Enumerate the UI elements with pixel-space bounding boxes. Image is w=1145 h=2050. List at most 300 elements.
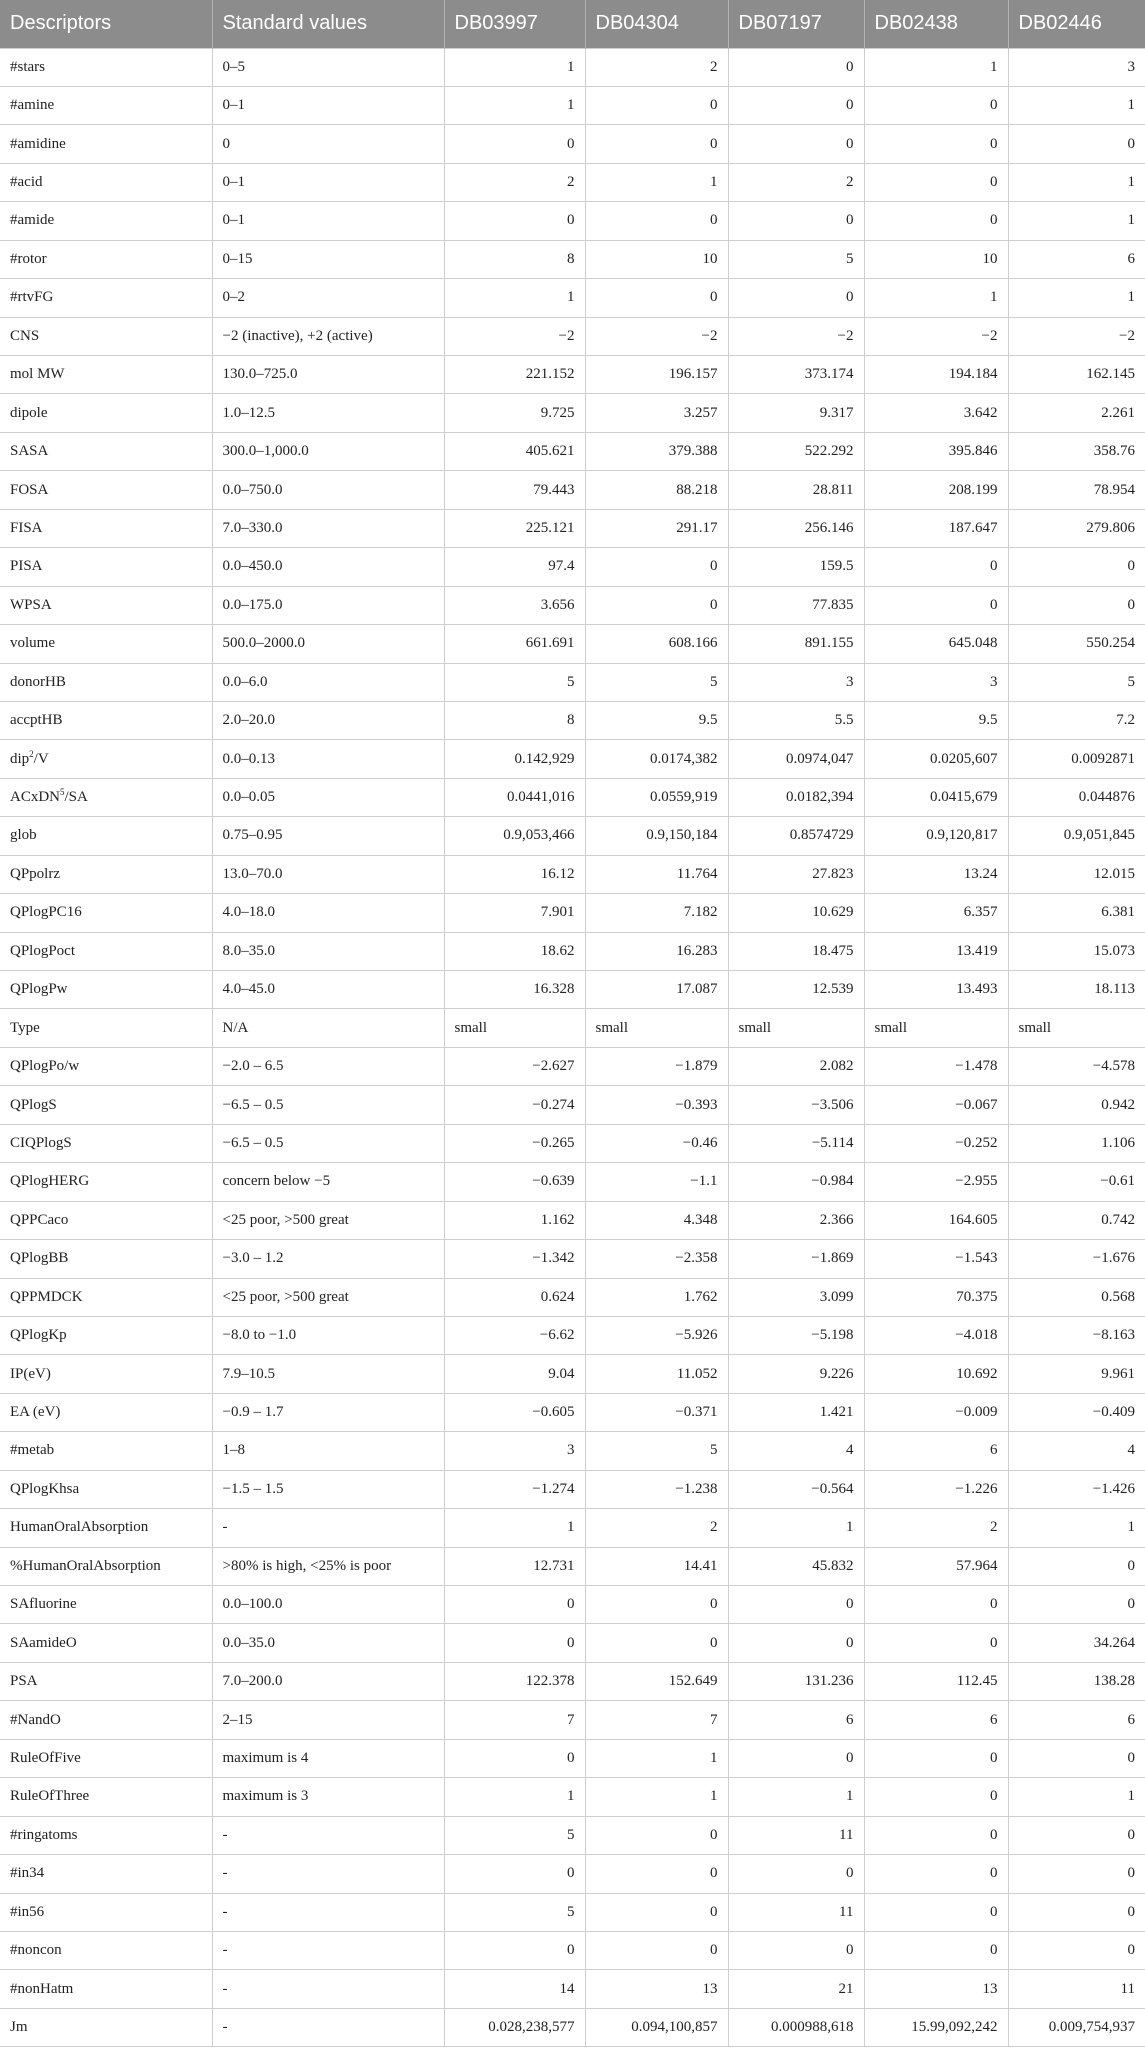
standard-value: −6.5 – 0.5 <box>212 1086 444 1124</box>
standard-value: 300.0–1,000.0 <box>212 432 444 470</box>
table-row <box>0 586 1145 624</box>
compound-value: 1 <box>585 1739 728 1777</box>
standard-value: >80% is high, <25% is poor <box>212 1547 444 1585</box>
compound-value: 379.388 <box>585 432 728 470</box>
descriptor-label: QPlogKp <box>10 1327 67 1344</box>
descriptor-name <box>0 1816 212 1854</box>
compound-value: 225.121 <box>444 509 585 547</box>
compound-value: −1.879 <box>585 1047 728 1085</box>
compound-value: 1 <box>1008 86 1145 124</box>
compound-value: 0.0205,607 <box>864 740 1008 778</box>
descriptor-label: FISA <box>10 519 43 536</box>
compound-value: 0.9,120,817 <box>864 817 1008 855</box>
compound-value: 78.954 <box>1008 471 1145 509</box>
compound-value: −8.163 <box>1008 1316 1145 1354</box>
compound-value: −2 <box>444 317 585 355</box>
compound-value: 3.642 <box>864 394 1008 432</box>
table-row <box>0 817 1145 855</box>
descriptor-name <box>0 1201 212 1239</box>
descriptor-label: RuleOfFive <box>10 1749 81 1766</box>
descriptor-name <box>0 1240 212 1278</box>
descriptor-label: mol MW <box>10 366 65 383</box>
descriptor-name <box>0 1355 212 1393</box>
standard-value: - <box>212 1816 444 1854</box>
descriptor-label: FOSA <box>10 481 49 498</box>
compound-value: 11.764 <box>585 855 728 893</box>
header-db02446: DB02446 <box>1008 0 1145 48</box>
descriptor-name <box>0 663 212 701</box>
compound-value: 15.073 <box>1008 932 1145 970</box>
compound-value: −0.564 <box>728 1470 864 1508</box>
compound-value: 57.964 <box>864 1547 1008 1585</box>
descriptor-name <box>0 586 212 624</box>
standard-value: −8.0 to −1.0 <box>212 1316 444 1354</box>
compound-value: 1.106 <box>1008 1124 1145 1162</box>
compound-value: 9.226 <box>728 1355 864 1393</box>
compound-value: 1 <box>585 163 728 201</box>
table-row <box>0 240 1145 278</box>
compound-value: small <box>864 1009 1008 1047</box>
descriptor-label: QPlogPw <box>10 981 68 998</box>
compound-value: 358.76 <box>1008 432 1145 470</box>
table-row <box>0 1278 1145 1316</box>
standard-value: - <box>212 1893 444 1931</box>
compound-value: 10 <box>585 240 728 278</box>
descriptor-name <box>0 1086 212 1124</box>
compound-value: 28.811 <box>728 471 864 509</box>
descriptor-label: QPlogPC16 <box>10 904 82 921</box>
standard-value: maximum is 3 <box>212 1778 444 1816</box>
compound-value: 0 <box>1008 1739 1145 1777</box>
compound-value: 9.317 <box>728 394 864 432</box>
compound-value: 0 <box>585 1624 728 1662</box>
descriptor-label: #in56 <box>10 1903 45 1920</box>
descriptor-label: SASA <box>10 443 49 460</box>
standard-value: - <box>212 1931 444 1969</box>
compound-value: 0 <box>444 1931 585 1969</box>
compound-value: −1.676 <box>1008 1240 1145 1278</box>
descriptor-name <box>0 125 212 163</box>
table-row <box>0 1662 1145 1700</box>
compound-value: 17.087 <box>585 971 728 1009</box>
compound-value: 291.17 <box>585 509 728 547</box>
compound-value: 0.8574729 <box>728 817 864 855</box>
compound-value: 0.742 <box>1008 1201 1145 1239</box>
descriptor-label: CNS <box>10 327 40 344</box>
compound-value: 0.624 <box>444 1278 585 1316</box>
compound-value: 162.145 <box>1008 356 1145 394</box>
descriptor-name <box>0 932 212 970</box>
standard-value: 4.0–45.0 <box>212 971 444 1009</box>
compound-value: 79.443 <box>444 471 585 509</box>
table-row <box>0 317 1145 355</box>
compound-value: 2 <box>728 163 864 201</box>
descriptor-name <box>0 1739 212 1777</box>
descriptor-name <box>0 394 212 432</box>
compound-value: −3.506 <box>728 1086 864 1124</box>
header-standard-values: Standard values <box>212 0 444 48</box>
compound-value: −0.371 <box>585 1393 728 1431</box>
compound-value: 0 <box>728 86 864 124</box>
compound-value: 7.2 <box>1008 701 1145 739</box>
compound-value: 5.5 <box>728 701 864 739</box>
descriptor-name <box>0 240 212 278</box>
descriptor-suffix: /V <box>33 750 49 767</box>
descriptor-label: QPpolrz <box>10 865 60 882</box>
compound-value: 2.082 <box>728 1047 864 1085</box>
standard-value: 1–8 <box>212 1432 444 1470</box>
compound-value: 5 <box>585 1432 728 1470</box>
compound-value: −0.409 <box>1008 1393 1145 1431</box>
compound-value: −2 <box>585 317 728 355</box>
compound-value: 187.647 <box>864 509 1008 547</box>
compound-value: 0 <box>864 1931 1008 1969</box>
standard-value: N/A <box>212 1009 444 1047</box>
standard-value: <25 poor, >500 great <box>212 1278 444 1316</box>
compound-value: 0.0092871 <box>1008 740 1145 778</box>
compound-value: 0.000988,618 <box>728 2008 864 2046</box>
compound-value: 11 <box>728 1893 864 1931</box>
descriptor-name <box>0 1393 212 1431</box>
compound-value: −0.639 <box>444 1163 585 1201</box>
descriptor-name <box>0 1970 212 2008</box>
standard-value: 7.9–10.5 <box>212 1355 444 1393</box>
compound-value: 0 <box>585 202 728 240</box>
standard-value: −3.0 – 1.2 <box>212 1240 444 1278</box>
descriptor-label: accptHB <box>10 712 63 729</box>
standard-value: 0.0–6.0 <box>212 663 444 701</box>
descriptor-name <box>0 1509 212 1547</box>
standard-value: 7.0–330.0 <box>212 509 444 547</box>
descriptor-name <box>0 1124 212 1162</box>
standard-value: 500.0–2000.0 <box>212 625 444 663</box>
standard-value: 130.0–725.0 <box>212 356 444 394</box>
compound-value: 891.155 <box>728 625 864 663</box>
compound-value: 1 <box>728 1778 864 1816</box>
table-header-row <box>0 0 1145 48</box>
compound-value: 608.166 <box>585 625 728 663</box>
compound-value: 70.375 <box>864 1278 1008 1316</box>
compound-value: 194.184 <box>864 356 1008 394</box>
table-row <box>0 1931 1145 1969</box>
compound-value: 13.24 <box>864 855 1008 893</box>
compound-value: small <box>1008 1009 1145 1047</box>
compound-value: 159.5 <box>728 548 864 586</box>
table-row <box>0 1355 1145 1393</box>
standard-value: 1.0–12.5 <box>212 394 444 432</box>
descriptor-name <box>0 1586 212 1624</box>
table-row <box>0 1816 1145 1854</box>
table-row <box>0 701 1145 739</box>
compound-value: −1.1 <box>585 1163 728 1201</box>
compound-value: 0 <box>728 1855 864 1893</box>
compound-value: 0 <box>1008 1855 1145 1893</box>
table-row <box>0 625 1145 663</box>
descriptor-label: IP(eV) <box>10 1365 51 1382</box>
compound-value: −2.358 <box>585 1240 728 1278</box>
compound-value: 0 <box>444 1855 585 1893</box>
compound-value: −4.578 <box>1008 1047 1145 1085</box>
descriptor-name <box>0 1432 212 1470</box>
compound-value: 0 <box>728 125 864 163</box>
compound-value: 0.568 <box>1008 1278 1145 1316</box>
descriptor-label: %HumanOralAbsorption <box>10 1557 161 1574</box>
descriptor-label: volume <box>10 635 55 652</box>
descriptor-label: #in34 <box>10 1865 45 1882</box>
compound-value: 18.475 <box>728 932 864 970</box>
compound-value: −2.955 <box>864 1163 1008 1201</box>
compound-value: small <box>585 1009 728 1047</box>
compound-value: −6.62 <box>444 1316 585 1354</box>
descriptor-label: QPlogKhsa <box>10 1480 80 1497</box>
compound-value: 0 <box>864 1778 1008 1816</box>
compound-value: 0 <box>864 163 1008 201</box>
header-db04304: DB04304 <box>585 0 728 48</box>
table-row <box>0 1701 1145 1739</box>
compound-value: 0.9,053,466 <box>444 817 585 855</box>
table-row <box>0 1509 1145 1547</box>
compound-value: 0.0182,394 <box>728 778 864 816</box>
compound-value: 0.028,238,577 <box>444 2008 585 2046</box>
standard-value: 13.0–70.0 <box>212 855 444 893</box>
table-row <box>0 48 1145 86</box>
descriptor-label: #acid <box>10 174 43 191</box>
compound-value: 4 <box>1008 1432 1145 1470</box>
compound-value: 645.048 <box>864 625 1008 663</box>
descriptor-label: PISA <box>10 558 43 575</box>
compound-value: 10.692 <box>864 1355 1008 1393</box>
compound-value: 9.725 <box>444 394 585 432</box>
compound-value: 405.621 <box>444 432 585 470</box>
compound-value: 0 <box>1008 1816 1145 1854</box>
compound-value: −5.926 <box>585 1316 728 1354</box>
descriptor-name <box>0 548 212 586</box>
compound-value: 16.328 <box>444 971 585 1009</box>
compound-value: 1.162 <box>444 1201 585 1239</box>
compound-value: 5 <box>444 1893 585 1931</box>
compound-value: 279.806 <box>1008 509 1145 547</box>
compound-value: −1.274 <box>444 1470 585 1508</box>
table-row <box>0 1393 1145 1431</box>
table-row <box>0 394 1145 432</box>
descriptor-label: HumanOralAbsorption <box>10 1519 149 1536</box>
compound-value: 1 <box>864 279 1008 317</box>
compound-value: 0 <box>585 1893 728 1931</box>
standard-value: 0–5 <box>212 48 444 86</box>
standard-value: 0.0–750.0 <box>212 471 444 509</box>
compound-value: −1.238 <box>585 1470 728 1508</box>
compound-value: 0 <box>864 1816 1008 1854</box>
descriptor-label: QPlogPo/w <box>10 1058 80 1075</box>
compound-value: 6 <box>1008 1701 1145 1739</box>
compound-value: −2 <box>1008 317 1145 355</box>
standard-value: 0–1 <box>212 202 444 240</box>
descriptor-name <box>0 279 212 317</box>
compound-value: 138.28 <box>1008 1662 1145 1700</box>
table-row <box>0 855 1145 893</box>
standard-value: 2–15 <box>212 1701 444 1739</box>
descriptor-name <box>0 1701 212 1739</box>
compound-value: −2.627 <box>444 1047 585 1085</box>
compound-value: 5 <box>444 1816 585 1854</box>
compound-value: 0 <box>864 1893 1008 1931</box>
compound-value: 112.45 <box>864 1662 1008 1700</box>
compound-value: 6.357 <box>864 894 1008 932</box>
table-body <box>0 48 1145 2047</box>
compound-value: 7.182 <box>585 894 728 932</box>
standard-value: 0.75–0.95 <box>212 817 444 855</box>
descriptor-label: SAfluorine <box>10 1596 77 1613</box>
compound-value: 45.832 <box>728 1547 864 1585</box>
descriptor-name <box>0 1163 212 1201</box>
compound-value: 6.381 <box>1008 894 1145 932</box>
standard-value: −2 (inactive), +2 (active) <box>212 317 444 355</box>
compound-value: 6 <box>864 1432 1008 1470</box>
descriptor-name <box>0 1009 212 1047</box>
descriptor-name <box>0 432 212 470</box>
compound-value: −5.198 <box>728 1316 864 1354</box>
compound-value: 27.823 <box>728 855 864 893</box>
descriptor-label: #amine <box>10 97 55 114</box>
descriptor-label: #ringatoms <box>10 1826 78 1843</box>
compound-value: 0 <box>585 125 728 163</box>
compound-value: 4.348 <box>585 1201 728 1239</box>
table-row <box>0 1624 1145 1662</box>
compound-value: −0.393 <box>585 1086 728 1124</box>
descriptor-label: QPPCaco <box>10 1211 69 1228</box>
descriptor-label: PSA <box>10 1673 38 1690</box>
standard-value: −2.0 – 6.5 <box>212 1047 444 1085</box>
descriptor-name <box>0 1470 212 1508</box>
standard-value: 0.0–100.0 <box>212 1586 444 1624</box>
compound-value: 2 <box>585 1509 728 1547</box>
table-row <box>0 1547 1145 1585</box>
compound-value: 0 <box>864 1586 1008 1624</box>
descriptor-label: QPPMDCK <box>10 1288 83 1305</box>
standard-value: 0–1 <box>212 86 444 124</box>
descriptor-name <box>0 1047 212 1085</box>
compound-value: 373.174 <box>728 356 864 394</box>
compound-value: 0 <box>728 279 864 317</box>
compound-value: 0.0974,047 <box>728 740 864 778</box>
descriptor-name <box>0 48 212 86</box>
compound-value: 9.04 <box>444 1355 585 1393</box>
descriptor-name <box>0 86 212 124</box>
compound-value: small <box>444 1009 585 1047</box>
compound-value: small <box>728 1009 864 1047</box>
compound-value: 8 <box>444 701 585 739</box>
compound-value: 0 <box>585 548 728 586</box>
table-row <box>0 1432 1145 1470</box>
descriptor-name <box>0 1278 212 1316</box>
standard-value: 0.0–175.0 <box>212 586 444 624</box>
compound-value: 0 <box>1008 1931 1145 1969</box>
compound-value: 0.0559,919 <box>585 778 728 816</box>
table-row <box>0 971 1145 1009</box>
compound-value: 0 <box>585 1816 728 1854</box>
standard-value: 0.0–0.13 <box>212 740 444 778</box>
compound-value: 5 <box>444 663 585 701</box>
compound-value: 21 <box>728 1970 864 2008</box>
descriptor-label: #amide <box>10 212 55 229</box>
compound-value: 13 <box>585 1970 728 2008</box>
compound-value: 6 <box>1008 240 1145 278</box>
table-row <box>0 163 1145 201</box>
compound-value: −1.426 <box>1008 1470 1145 1508</box>
compound-value: −0.252 <box>864 1124 1008 1162</box>
compound-value: 0 <box>585 1855 728 1893</box>
compound-value: 164.605 <box>864 1201 1008 1239</box>
compound-value: 12.539 <box>728 971 864 1009</box>
compound-value: 5 <box>728 240 864 278</box>
standard-value: 0.0–35.0 <box>212 1624 444 1662</box>
table-row <box>0 740 1145 778</box>
compound-value: 0 <box>585 586 728 624</box>
descriptor-name <box>0 1662 212 1700</box>
descriptor-name <box>0 356 212 394</box>
compound-value: −1.478 <box>864 1047 1008 1085</box>
descriptor-label: RuleOfThree <box>10 1788 90 1805</box>
descriptor-label: #stars <box>10 58 45 75</box>
compound-value: 6 <box>864 1701 1008 1739</box>
compound-value: 34.264 <box>1008 1624 1145 1662</box>
compound-value: 0 <box>585 279 728 317</box>
table-row <box>0 932 1145 970</box>
compound-value: 3.099 <box>728 1278 864 1316</box>
compound-value: 0 <box>444 1624 585 1662</box>
compound-value: 0 <box>728 1586 864 1624</box>
table-row <box>0 86 1145 124</box>
compound-value: 522.292 <box>728 432 864 470</box>
descriptor-label: #nonHatm <box>10 1980 74 1997</box>
compound-value: 661.691 <box>444 625 585 663</box>
compound-value: 0.942 <box>1008 1086 1145 1124</box>
standard-value: concern below −5 <box>212 1163 444 1201</box>
compound-value: 0 <box>444 1739 585 1777</box>
table-row <box>0 471 1145 509</box>
descriptor-name <box>0 855 212 893</box>
descriptor-label: #rtvFG <box>10 289 54 306</box>
table-row <box>0 1124 1145 1162</box>
compound-value: 97.4 <box>444 548 585 586</box>
compound-value: 152.649 <box>585 1662 728 1700</box>
compound-value: 0 <box>864 1624 1008 1662</box>
compound-value: 5 <box>1008 663 1145 701</box>
standard-value: 0.0–450.0 <box>212 548 444 586</box>
compound-value: −2 <box>728 317 864 355</box>
standard-value: - <box>212 2008 444 2046</box>
standard-value: maximum is 4 <box>212 1739 444 1777</box>
table-row <box>0 2008 1145 2046</box>
table-row <box>0 279 1145 317</box>
descriptor-label: #amidine <box>10 135 66 152</box>
compound-value: 0 <box>864 548 1008 586</box>
descriptor-label: SAamideO <box>10 1634 77 1651</box>
descriptor-name <box>0 509 212 547</box>
compound-value: 7 <box>585 1701 728 1739</box>
compound-value: −0.605 <box>444 1393 585 1431</box>
standard-value: −6.5 – 0.5 <box>212 1124 444 1162</box>
standard-value: 8.0–35.0 <box>212 932 444 970</box>
descriptor-name <box>0 317 212 355</box>
compound-value: 395.846 <box>864 432 1008 470</box>
standard-value: 0.0–0.05 <box>212 778 444 816</box>
compound-value: 0.0415,679 <box>864 778 1008 816</box>
descriptor-name <box>0 202 212 240</box>
table-row <box>0 1778 1145 1816</box>
compound-value: 3 <box>444 1432 585 1470</box>
descriptor-name <box>0 1931 212 1969</box>
